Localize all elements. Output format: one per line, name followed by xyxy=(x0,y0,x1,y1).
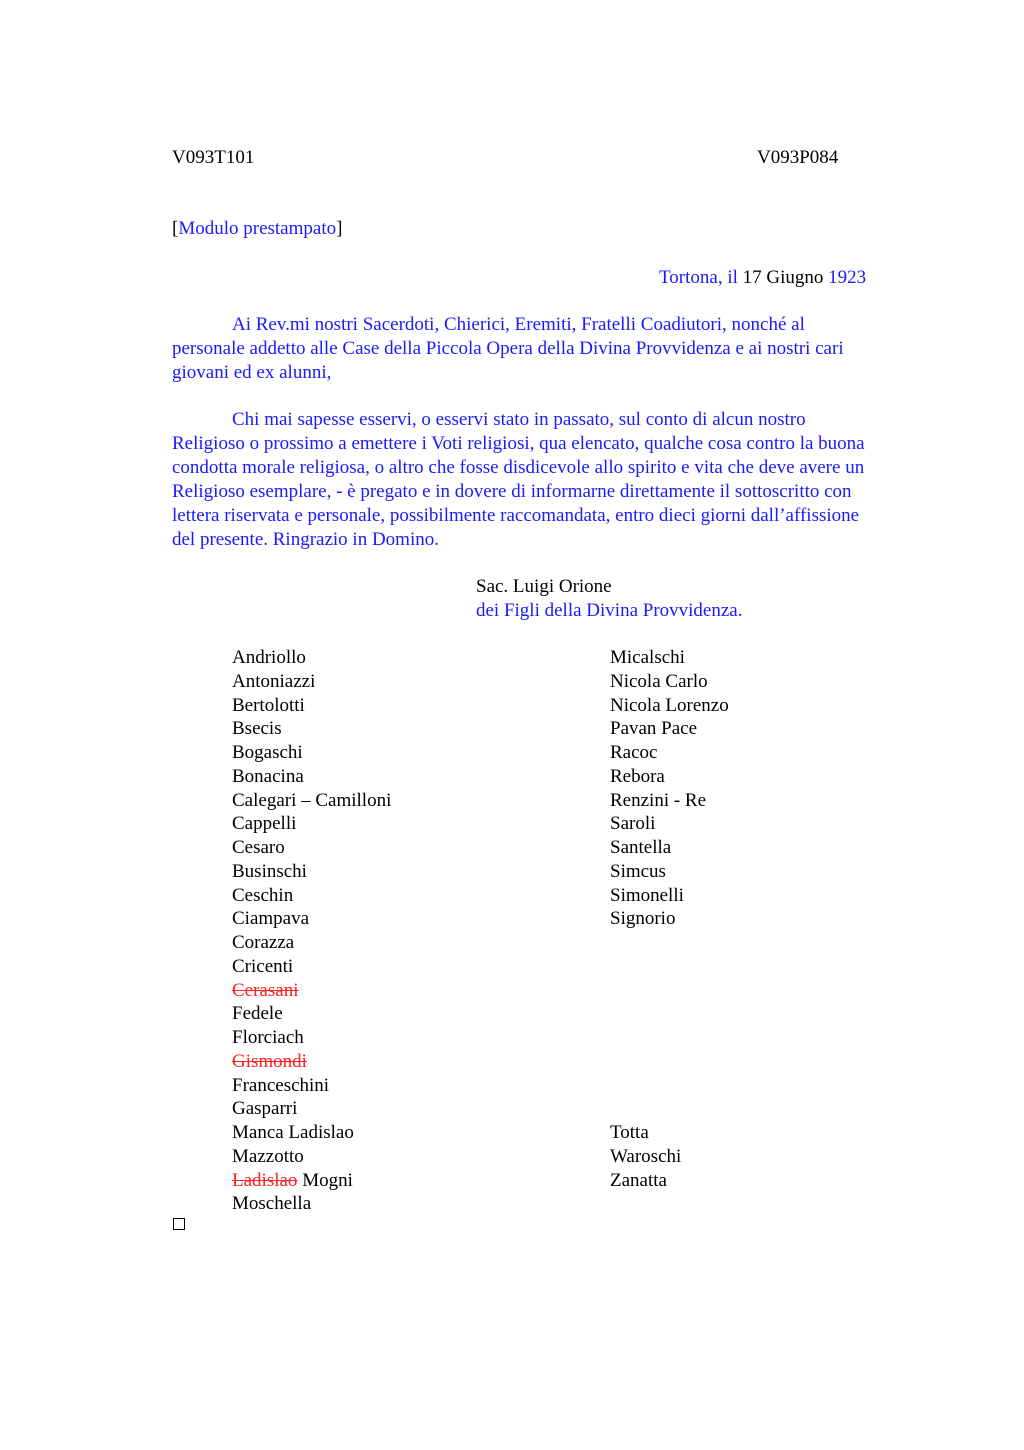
name-item-corrected xyxy=(232,1169,391,1193)
name-item: Cappelli xyxy=(232,813,297,835)
deleted-name: Cerasani xyxy=(232,979,299,1001)
name-item: Zanatta xyxy=(610,1169,667,1191)
dateline-place: Tortona, il xyxy=(659,267,738,288)
address-paragraph xyxy=(172,313,932,385)
address-line: personale addetto alle Case della Piccola Opera della Divina Provvidenza e ai nostri cari xyxy=(172,338,844,359)
name-item: Cricenti xyxy=(232,955,294,977)
name-item: Waroschi xyxy=(610,1145,682,1167)
name-item: Florciach xyxy=(232,1027,304,1048)
body-line: Religioso o prossimo a emettere i Voti religiosi, qua elencato, qualche cosa contro la buona xyxy=(172,433,865,454)
name-item: Santella xyxy=(610,837,672,858)
name-item: Simonelli xyxy=(610,884,684,906)
name-item: Moschella xyxy=(232,1193,312,1215)
note-close-bracket: ] xyxy=(336,218,343,239)
names-list-right-bottom xyxy=(610,1121,681,1192)
address-line: giovani ed ex alunni, xyxy=(172,362,332,383)
name-item: Bonacina xyxy=(232,765,304,787)
name-item: Renzini - Re xyxy=(610,789,707,811)
name-item: Fedele xyxy=(232,1003,283,1025)
name-item: Mazzotto xyxy=(232,1145,304,1167)
signature-block xyxy=(476,575,742,623)
dateline-year: 1923 xyxy=(828,267,867,288)
name-item: Rebora xyxy=(610,765,665,787)
name-item: Ciampava xyxy=(232,908,310,930)
signature-name: Sac. Luigi Orione xyxy=(476,576,612,597)
name-item: Gasparri xyxy=(232,1098,298,1120)
name-item-deleted xyxy=(232,979,391,1003)
name-item: Calegari – Camilloni xyxy=(232,789,392,811)
name-item: Andriollo xyxy=(232,647,306,668)
name-item: Antoniazzi xyxy=(232,670,316,692)
name-item: Manca Ladislao xyxy=(232,1122,354,1143)
name-item: Franceschini xyxy=(232,1074,330,1096)
note-open-bracket: [ xyxy=(172,218,179,239)
names-list-right xyxy=(610,646,729,931)
names-list-left xyxy=(232,646,391,1216)
dateline-day-month: 17 Giugno xyxy=(742,267,824,288)
name-item: Nicola Lorenzo xyxy=(610,694,729,716)
name-item: Totta xyxy=(610,1122,649,1143)
name-item: Racoc xyxy=(610,742,658,763)
name-item: Bertolotti xyxy=(232,694,305,716)
name-item: Cesaro xyxy=(232,837,285,858)
body-line: condotta morale religiosa, o altro che fosse disdicevole allo spirito e vita che deve avere un xyxy=(172,457,865,478)
note-label: Modulo prestampato xyxy=(178,218,337,239)
name-item-deleted xyxy=(232,1050,391,1074)
name-item: Pavan Pace xyxy=(610,718,698,740)
body-line: del presente. Ringrazio in Domino. xyxy=(172,529,439,550)
body-line: Religioso esemplare, - è pregato e in dovere di informarne direttamente il sottoscritto con xyxy=(172,481,852,502)
name-item: Corazza xyxy=(232,932,295,953)
body-line: Chi mai sapesse esservi, o esservi stato in passato, sul conto di alcun nostro xyxy=(232,409,806,430)
name-item: Bsecis xyxy=(232,718,282,740)
name-item: Signorio xyxy=(610,908,676,930)
name-item: Simcus xyxy=(610,860,666,882)
deleted-name: Gismondi xyxy=(232,1050,307,1072)
document-code-left: V093T101 xyxy=(172,147,255,168)
document-code-right: V093P084 xyxy=(757,147,839,168)
deleted-word: Ladislao xyxy=(232,1169,298,1191)
editorial-note xyxy=(172,217,342,241)
name-item: Businschi xyxy=(232,860,307,882)
body-paragraph xyxy=(172,408,932,552)
address-line: Ai Rev.mi nostri Sacerdoti, Chierici, Eremiti, Fratelli Coadiutori, nonché al xyxy=(232,314,805,335)
name-item: Saroli xyxy=(610,813,656,835)
name-item: Micalschi xyxy=(610,647,685,668)
name-text: Mogni xyxy=(302,1169,353,1191)
checkbox-square-icon xyxy=(173,1218,185,1230)
name-item: Nicola Carlo xyxy=(610,670,708,692)
name-item: Bogaschi xyxy=(232,742,303,763)
name-item: Ceschin xyxy=(232,884,294,906)
body-line: lettera riservata e personale, possibilmente raccomandata, entro dieci giorni dall’affissione xyxy=(172,505,860,526)
dateline xyxy=(659,266,866,290)
signature-congregation: dei Figli della Divina Provvidenza. xyxy=(476,600,743,621)
